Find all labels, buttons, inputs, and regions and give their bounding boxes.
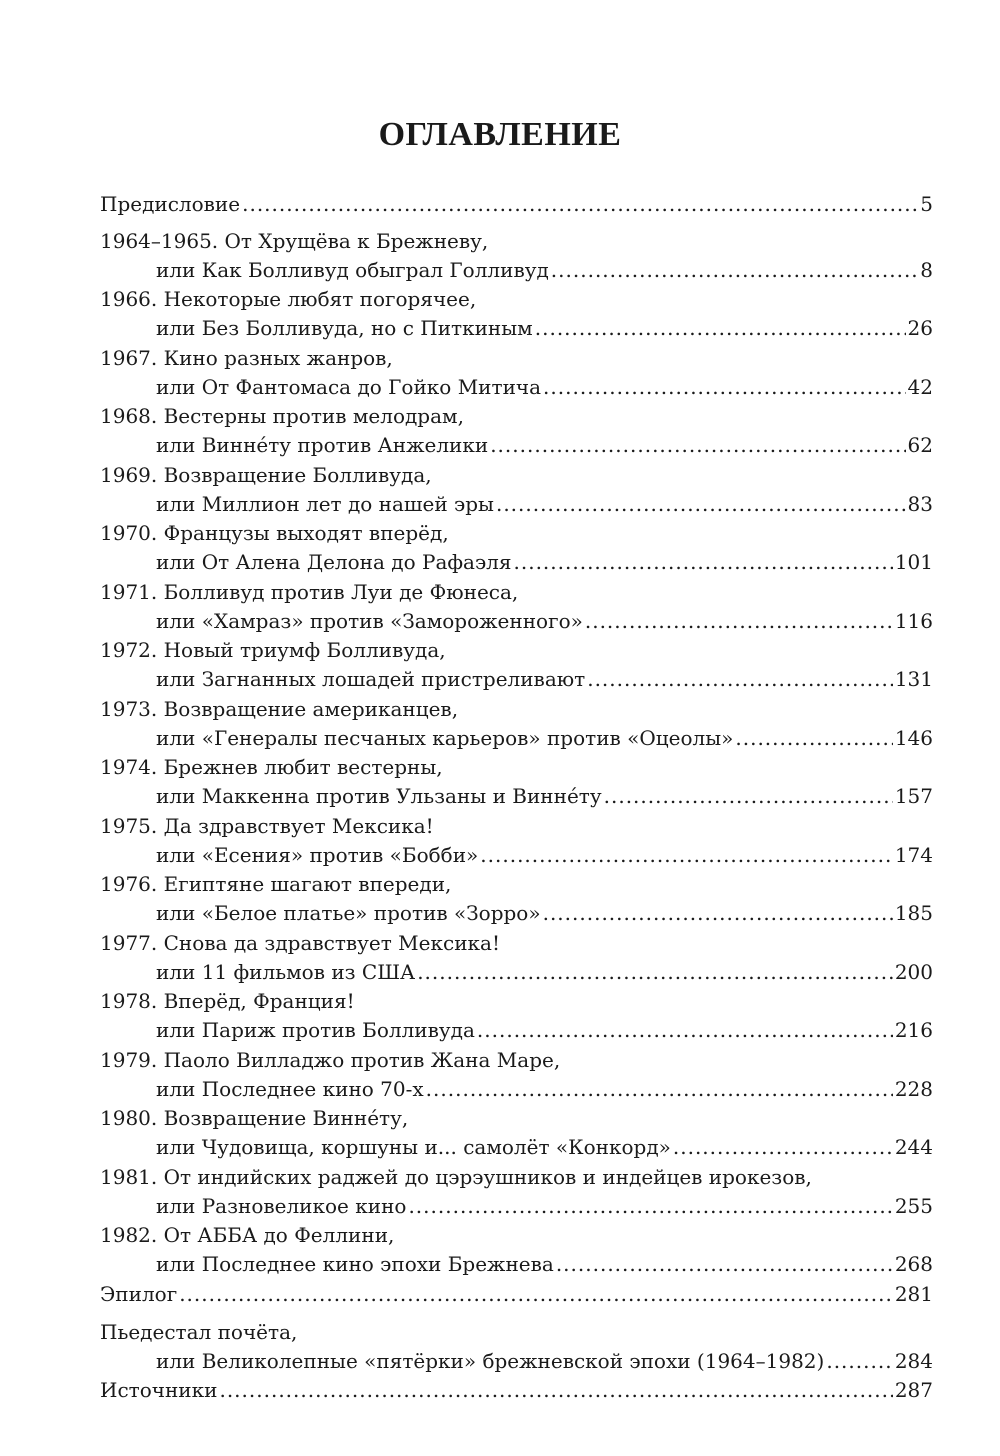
page-number: 8 bbox=[920, 258, 933, 282]
toc-entry-row bbox=[100, 958, 933, 987]
page-number: 116 bbox=[894, 609, 933, 633]
page-number: 101 bbox=[894, 550, 933, 574]
toc-entry[interactable] bbox=[100, 1104, 933, 1162]
toc-entry-row bbox=[100, 548, 933, 577]
toc-entry[interactable] bbox=[100, 227, 933, 285]
dot-leader bbox=[477, 1016, 893, 1045]
dot-leader bbox=[604, 782, 893, 811]
toc-entry-subtitle: или «Белое платье» против «Зорро» bbox=[156, 901, 541, 925]
toc-entry-title: 1975. Да здравствует Мексика! bbox=[100, 814, 434, 838]
dot-leader bbox=[585, 607, 893, 636]
dot-leader bbox=[556, 1250, 893, 1279]
page-number: 287 bbox=[894, 1378, 933, 1402]
toc-entry-title: 1982. От АББА до Феллини, bbox=[100, 1223, 395, 1247]
toc-entry[interactable] bbox=[100, 285, 933, 343]
dot-leader bbox=[408, 1192, 892, 1221]
toc-entry-title: Источники bbox=[100, 1378, 218, 1402]
toc-entry-row bbox=[100, 1016, 933, 1045]
toc-entry-title: 1967. Кино разных жанров, bbox=[100, 346, 393, 370]
toc-entry[interactable] bbox=[100, 519, 933, 577]
dot-leader bbox=[735, 724, 892, 753]
toc-entry-title: 1981. От индийских раджей до цэрэушников и индейцев ирокезов, bbox=[100, 1165, 812, 1189]
toc-entry[interactable] bbox=[100, 578, 933, 636]
toc-entry-row bbox=[100, 1250, 933, 1279]
toc-entry-row bbox=[100, 1075, 933, 1104]
page-number: 174 bbox=[894, 843, 933, 867]
toc-entry-subtitle: или Загнанных лошадей пристреливают bbox=[156, 667, 586, 691]
toc-entry[interactable] bbox=[100, 1280, 933, 1309]
toc-entry-subtitle: или От Фантомаса до Гойко Митича bbox=[156, 375, 542, 399]
toc-entry-row bbox=[100, 256, 933, 285]
toc-entry-subtitle: или «Генералы песчаных карьеров» против «Оцеолы» bbox=[156, 726, 734, 750]
toc-entry-title: 1979. Паоло Вилладжо против Жана Маре, bbox=[100, 1048, 561, 1072]
toc-entry-subtitle: или Париж против Болливуда bbox=[156, 1018, 475, 1042]
toc-entry-title: 1976. Египтяне шагают впереди, bbox=[100, 872, 452, 896]
toc-entry[interactable] bbox=[100, 1318, 933, 1376]
toc-entry[interactable] bbox=[100, 402, 933, 460]
toc-entry-row bbox=[100, 490, 933, 519]
dot-leader bbox=[673, 1133, 893, 1162]
toc-entry-title: 1968. Вестерны против мелодрам, bbox=[100, 404, 464, 428]
toc-entry[interactable] bbox=[100, 636, 933, 694]
page-number: 255 bbox=[894, 1194, 933, 1218]
toc-entry-subtitle: или Последнее кино эпохи Брежнева bbox=[156, 1252, 554, 1276]
page-number: 26 bbox=[907, 316, 933, 340]
toc-entry-row bbox=[100, 1133, 933, 1162]
toc-entry-subtitle: или «Есения» против «Бобби» bbox=[156, 843, 479, 867]
page-number: 83 bbox=[907, 492, 933, 516]
toc-entry-subtitle: или Великолепные «пятёрки» брежневской эпохи (1964–1982) bbox=[156, 1349, 825, 1373]
toc-entry[interactable] bbox=[100, 1046, 933, 1104]
toc-entry-title: 1971. Болливуд против Луи де Фюнеса, bbox=[100, 580, 519, 604]
toc-entry[interactable] bbox=[100, 1163, 933, 1221]
toc-entry-row bbox=[100, 665, 933, 694]
toc-entry-row bbox=[100, 899, 933, 928]
dot-leader bbox=[426, 1075, 893, 1104]
toc-entry-title: 1969. Возвращение Болливуда, bbox=[100, 463, 432, 487]
toc-entry-title: Эпилог bbox=[100, 1282, 178, 1306]
toc-entry-row bbox=[100, 1280, 933, 1309]
toc-entry-subtitle: или Разновеликое кино bbox=[156, 1194, 407, 1218]
toc-entry[interactable] bbox=[100, 190, 933, 219]
toc-entry-title: 1970. Французы выходят вперёд, bbox=[100, 521, 449, 545]
dot-leader bbox=[514, 548, 893, 577]
toc-entry-title: 1978. Вперёд, Франция! bbox=[100, 989, 355, 1013]
dot-leader bbox=[179, 1280, 893, 1309]
page-title: ОГЛАВЛЕНИЕ bbox=[378, 116, 622, 153]
toc-entry-title: 1977. Снова да здравствует Мексика! bbox=[100, 931, 500, 955]
page-number: 281 bbox=[894, 1282, 933, 1306]
toc-entry-subtitle: или Маккенна против Ульзаны и Виннéту bbox=[156, 784, 602, 808]
page-number: 185 bbox=[894, 901, 933, 925]
page-number: 284 bbox=[894, 1349, 933, 1373]
page-number: 157 bbox=[894, 784, 933, 808]
toc-entry[interactable] bbox=[100, 1376, 933, 1405]
toc-entry[interactable] bbox=[100, 870, 933, 928]
toc-entry-row bbox=[100, 1376, 933, 1405]
toc-entry-title: 1972. Новый триумф Болливуда, bbox=[100, 638, 446, 662]
dot-leader bbox=[417, 958, 893, 987]
toc-entry-title: 1964–1965. От Хрущёва к Брежневу, bbox=[100, 229, 489, 253]
toc-entry[interactable] bbox=[100, 753, 933, 811]
dot-leader bbox=[587, 665, 893, 694]
page-number: 244 bbox=[894, 1135, 933, 1159]
dot-leader bbox=[219, 1376, 892, 1405]
toc-entry[interactable] bbox=[100, 987, 933, 1045]
toc-entry-title: 1966. Некоторые любят погорячее, bbox=[100, 287, 477, 311]
toc-entry-subtitle: или Виннéту против Анжелики bbox=[156, 433, 489, 457]
toc-entry-row bbox=[100, 1347, 933, 1376]
toc-entry-title: 1974. Брежнев любит вестерны, bbox=[100, 755, 443, 779]
toc-entry[interactable] bbox=[100, 695, 933, 753]
dot-leader bbox=[490, 431, 905, 460]
dot-leader bbox=[551, 256, 918, 285]
toc-entry[interactable] bbox=[100, 929, 933, 987]
dot-leader bbox=[535, 314, 906, 343]
toc-entry-subtitle: или Миллион лет до нашей эры bbox=[156, 492, 494, 516]
toc-entry[interactable] bbox=[100, 344, 933, 402]
toc-entry-subtitle: или «Хамраз» против «Замороженного» bbox=[156, 609, 583, 633]
toc-entry-subtitle: или От Алена Делона до Рафаэля bbox=[156, 550, 512, 574]
dot-leader bbox=[543, 899, 893, 928]
toc-entry-subtitle: или Чудовища, коршуны и... самолёт «Конкорд» bbox=[156, 1135, 671, 1159]
toc-entry[interactable] bbox=[100, 1221, 933, 1279]
page-number: 228 bbox=[894, 1077, 933, 1101]
dot-leader bbox=[543, 373, 906, 402]
toc-entry-row bbox=[100, 190, 933, 219]
toc-entry-row bbox=[100, 431, 933, 460]
toc-entry-subtitle: или Как Болливуд обыграл Голливуд bbox=[156, 258, 549, 282]
toc-entry-subtitle: или Без Болливуда, но с Питкиным bbox=[156, 316, 533, 340]
page-number: 131 bbox=[894, 667, 933, 691]
toc-entry-row bbox=[100, 314, 933, 343]
toc-entry-title: Пьедестал почёта, bbox=[100, 1320, 298, 1344]
toc-entry[interactable] bbox=[100, 812, 933, 870]
dot-leader bbox=[826, 1347, 892, 1376]
toc-entry-row bbox=[100, 1192, 933, 1221]
toc-entry[interactable] bbox=[100, 461, 933, 519]
toc-entry-row bbox=[100, 841, 933, 870]
toc-entry-row bbox=[100, 724, 933, 753]
toc-entry-row bbox=[100, 782, 933, 811]
toc-entry-row bbox=[100, 373, 933, 402]
toc-entry-title: 1973. Возвращение американцев, bbox=[100, 697, 459, 721]
toc-entry-row bbox=[100, 607, 933, 636]
page-number: 268 bbox=[894, 1252, 933, 1276]
page-number: 62 bbox=[907, 433, 933, 457]
toc-entry-subtitle: или 11 фильмов из США bbox=[156, 960, 416, 984]
toc-entry-title: 1980. Возвращение Виннéту, bbox=[100, 1106, 409, 1130]
dot-leader bbox=[242, 190, 918, 219]
page-number: 146 bbox=[894, 726, 933, 750]
page-number: 216 bbox=[894, 1018, 933, 1042]
toc-entry-subtitle: или Последнее кино 70-х bbox=[156, 1077, 424, 1101]
page-number: 42 bbox=[907, 375, 933, 399]
toc-entry-title: Предисловие bbox=[100, 192, 241, 216]
page-number: 5 bbox=[920, 192, 933, 216]
dot-leader bbox=[480, 841, 893, 870]
page-number: 200 bbox=[894, 960, 933, 984]
dot-leader bbox=[496, 490, 906, 519]
